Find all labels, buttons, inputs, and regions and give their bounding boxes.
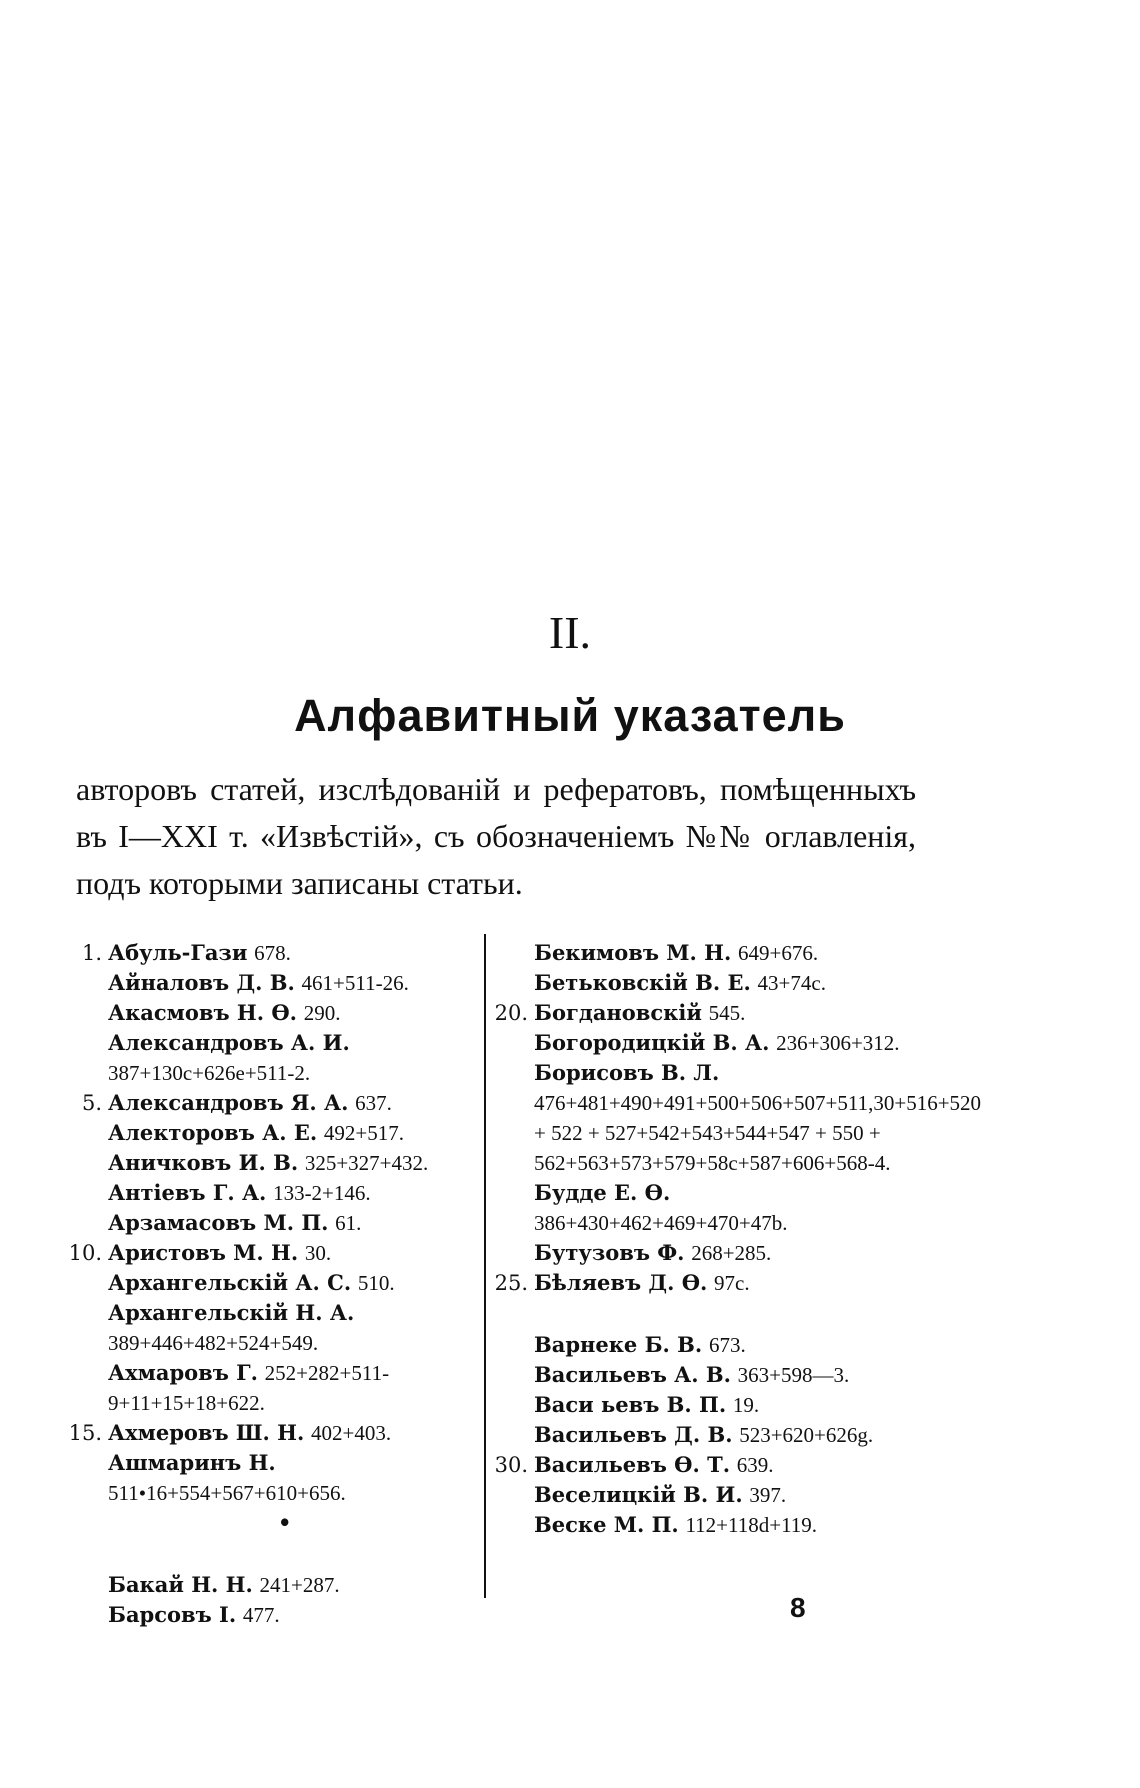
page-number: 8 bbox=[790, 1592, 806, 1623]
index-entry bbox=[490, 1330, 920, 1360]
index-entry bbox=[490, 938, 920, 968]
article-refs: 678. bbox=[254, 941, 291, 965]
article-refs: 476+481+490+491+500+506+507+511,30+516+520 + 522 + 527+542+543+544+547 + 550 + 562+563+573+579+58с+587+606+568-4. bbox=[534, 1091, 982, 1175]
entry-number: 1. bbox=[81, 941, 102, 965]
article-refs: 325+327+432. bbox=[304, 1151, 429, 1175]
index-entry bbox=[64, 938, 474, 968]
author-name: Веске М. П. bbox=[534, 1512, 679, 1537]
index-entry bbox=[490, 1268, 920, 1298]
index-entry bbox=[490, 1058, 982, 1178]
article-refs: 637. bbox=[355, 1091, 392, 1115]
author-name: Абуль-Гази bbox=[108, 940, 248, 965]
index-entry bbox=[490, 1178, 920, 1238]
index-entry bbox=[64, 1148, 474, 1178]
article-refs: 252+282+511-9+11+15+18+622. bbox=[108, 1361, 390, 1415]
author-name: Васильевъ Ѳ. Т. bbox=[534, 1452, 731, 1477]
index-entry bbox=[490, 998, 920, 1028]
index-entry bbox=[490, 1238, 920, 1268]
article-refs: 545. bbox=[708, 1001, 746, 1025]
article-refs: 389+446+482+524+549. bbox=[108, 1331, 319, 1355]
index-entry bbox=[64, 1238, 474, 1268]
article-refs: 402+403. bbox=[311, 1421, 392, 1445]
article-refs: 477. bbox=[242, 1603, 280, 1627]
article-refs: 673. bbox=[708, 1333, 746, 1357]
author-name: Бакай Н. Н. bbox=[108, 1572, 253, 1597]
author-name: Александровъ Я. А. bbox=[108, 1090, 349, 1115]
article-refs: 461+511-26. bbox=[301, 971, 409, 995]
author-name: Бѣляевъ Д. Ѳ. bbox=[534, 1270, 708, 1295]
section-number: II. bbox=[548, 607, 592, 658]
author-name: Архангельскій А. С. bbox=[108, 1270, 352, 1295]
index-entry bbox=[490, 1510, 920, 1540]
author-name: Александровъ А. И. bbox=[108, 1030, 350, 1055]
entry-number: 30. bbox=[494, 1453, 528, 1477]
article-refs: 61. bbox=[335, 1211, 362, 1235]
author-name: Арзамасовъ М. П. bbox=[108, 1210, 329, 1235]
article-refs: 523+620+626g. bbox=[739, 1423, 874, 1447]
entry-number: 25. bbox=[494, 1271, 528, 1295]
index-entry bbox=[64, 1118, 474, 1148]
index-entry bbox=[490, 1480, 920, 1510]
author-name: Антіевъ Г. А. bbox=[108, 1180, 267, 1205]
article-refs: 236+306+312. bbox=[776, 1031, 900, 1055]
index-entry bbox=[64, 968, 474, 998]
article-refs: 510. bbox=[357, 1271, 395, 1295]
separator-mark: • bbox=[278, 1510, 292, 1535]
article-refs: 363+598—3. bbox=[737, 1363, 850, 1387]
index-entry bbox=[490, 968, 920, 998]
author-name: Аничковъ И. В. bbox=[108, 1150, 299, 1175]
index-entry bbox=[64, 1418, 474, 1448]
index-entry bbox=[64, 1028, 474, 1088]
index-entry bbox=[64, 998, 474, 1028]
index-entry bbox=[490, 1420, 920, 1450]
author-name: Акасмовъ Н. Ѳ. bbox=[108, 1000, 297, 1025]
entry-number: 20. bbox=[494, 1001, 528, 1025]
article-refs: 492+517. bbox=[323, 1121, 404, 1145]
index-entry bbox=[490, 1390, 920, 1420]
author-name: Ахмаровъ Г. bbox=[108, 1360, 258, 1385]
article-refs: 97с. bbox=[714, 1271, 750, 1295]
author-name: Васи ьевъ В. П. bbox=[534, 1392, 727, 1417]
author-name: Архангельскій Н. А. bbox=[108, 1300, 355, 1325]
index-column-right bbox=[490, 938, 982, 1540]
article-refs: 649+676. bbox=[738, 941, 819, 965]
article-refs: 43+74с. bbox=[757, 971, 826, 995]
author-name: Ахмеровъ Ш. Н. bbox=[108, 1420, 305, 1445]
article-refs: 639. bbox=[736, 1453, 774, 1477]
index-column-left bbox=[64, 938, 474, 1630]
author-name: Айналовъ Д. В. bbox=[108, 970, 295, 995]
article-refs: 19. bbox=[732, 1393, 760, 1417]
article-refs: 268+285. bbox=[691, 1241, 772, 1265]
article-refs: 386+430+462+469+470+47b. bbox=[534, 1211, 788, 1235]
index-entry bbox=[64, 1358, 474, 1418]
article-refs: 387+130с+626е+511-2. bbox=[108, 1061, 311, 1085]
author-name: Алекторовъ А. Е. bbox=[108, 1120, 318, 1145]
author-name: Бекимовъ М. Н. bbox=[534, 940, 732, 965]
article-refs: 290. bbox=[303, 1001, 341, 1025]
entry-number: 10. bbox=[68, 1241, 102, 1265]
author-name: Веселицкій В. И. bbox=[534, 1482, 743, 1507]
page-subtitle: авторовъ статей, изслѣдованій и рефератовъ, помѣщенныхъ въ I—XXI т. «Извѣстій», съ обозначеніемъ №№ оглавленія, подъ которыми записаны статьи. bbox=[76, 771, 916, 901]
article-refs: 30. bbox=[304, 1241, 332, 1265]
author-name: Варнеке Б. В. bbox=[534, 1332, 703, 1357]
article-refs: 397. bbox=[749, 1483, 787, 1507]
author-name: Будде Е. Ѳ. bbox=[534, 1180, 671, 1205]
author-name: Бетьковскій В. Е. bbox=[534, 970, 751, 995]
index-entry bbox=[64, 1268, 474, 1298]
index-entry bbox=[64, 1298, 474, 1358]
index-entry bbox=[490, 1028, 920, 1058]
author-name: Борисовъ В. Л. bbox=[534, 1060, 720, 1085]
author-name: Ашмаринъ Н. bbox=[108, 1450, 276, 1475]
index-entry bbox=[64, 1600, 474, 1630]
column-divider bbox=[484, 934, 486, 1598]
article-refs: 112+118d+119. bbox=[685, 1513, 818, 1537]
index-entry bbox=[490, 1360, 920, 1390]
author-name: Васильевъ Д. В. bbox=[534, 1422, 733, 1447]
author-name: Богдановскій bbox=[534, 1000, 702, 1025]
article-refs: 511•16+554+567+610+656. bbox=[108, 1481, 346, 1505]
author-name: Васильевъ А. В. bbox=[534, 1362, 731, 1387]
page-title: Алфавитный указатель bbox=[294, 690, 846, 741]
author-name: Бутузовъ Ф. bbox=[534, 1240, 685, 1265]
index-entry bbox=[64, 1448, 474, 1508]
author-name: Аристовъ М. Н. bbox=[108, 1240, 299, 1265]
index-entry bbox=[64, 1178, 474, 1208]
index-entry bbox=[64, 1208, 474, 1238]
author-name: Богородицкій В. А. bbox=[534, 1030, 770, 1055]
author-name: Барсовъ І. bbox=[108, 1602, 237, 1627]
entry-number: 5. bbox=[81, 1091, 102, 1115]
article-refs: 241+287. bbox=[259, 1573, 340, 1597]
index-entry bbox=[64, 1570, 474, 1600]
article-refs: 133-2+146. bbox=[273, 1181, 371, 1205]
index-entry bbox=[490, 1450, 920, 1480]
index-entry bbox=[64, 1088, 474, 1118]
entry-number: 15. bbox=[68, 1421, 102, 1445]
